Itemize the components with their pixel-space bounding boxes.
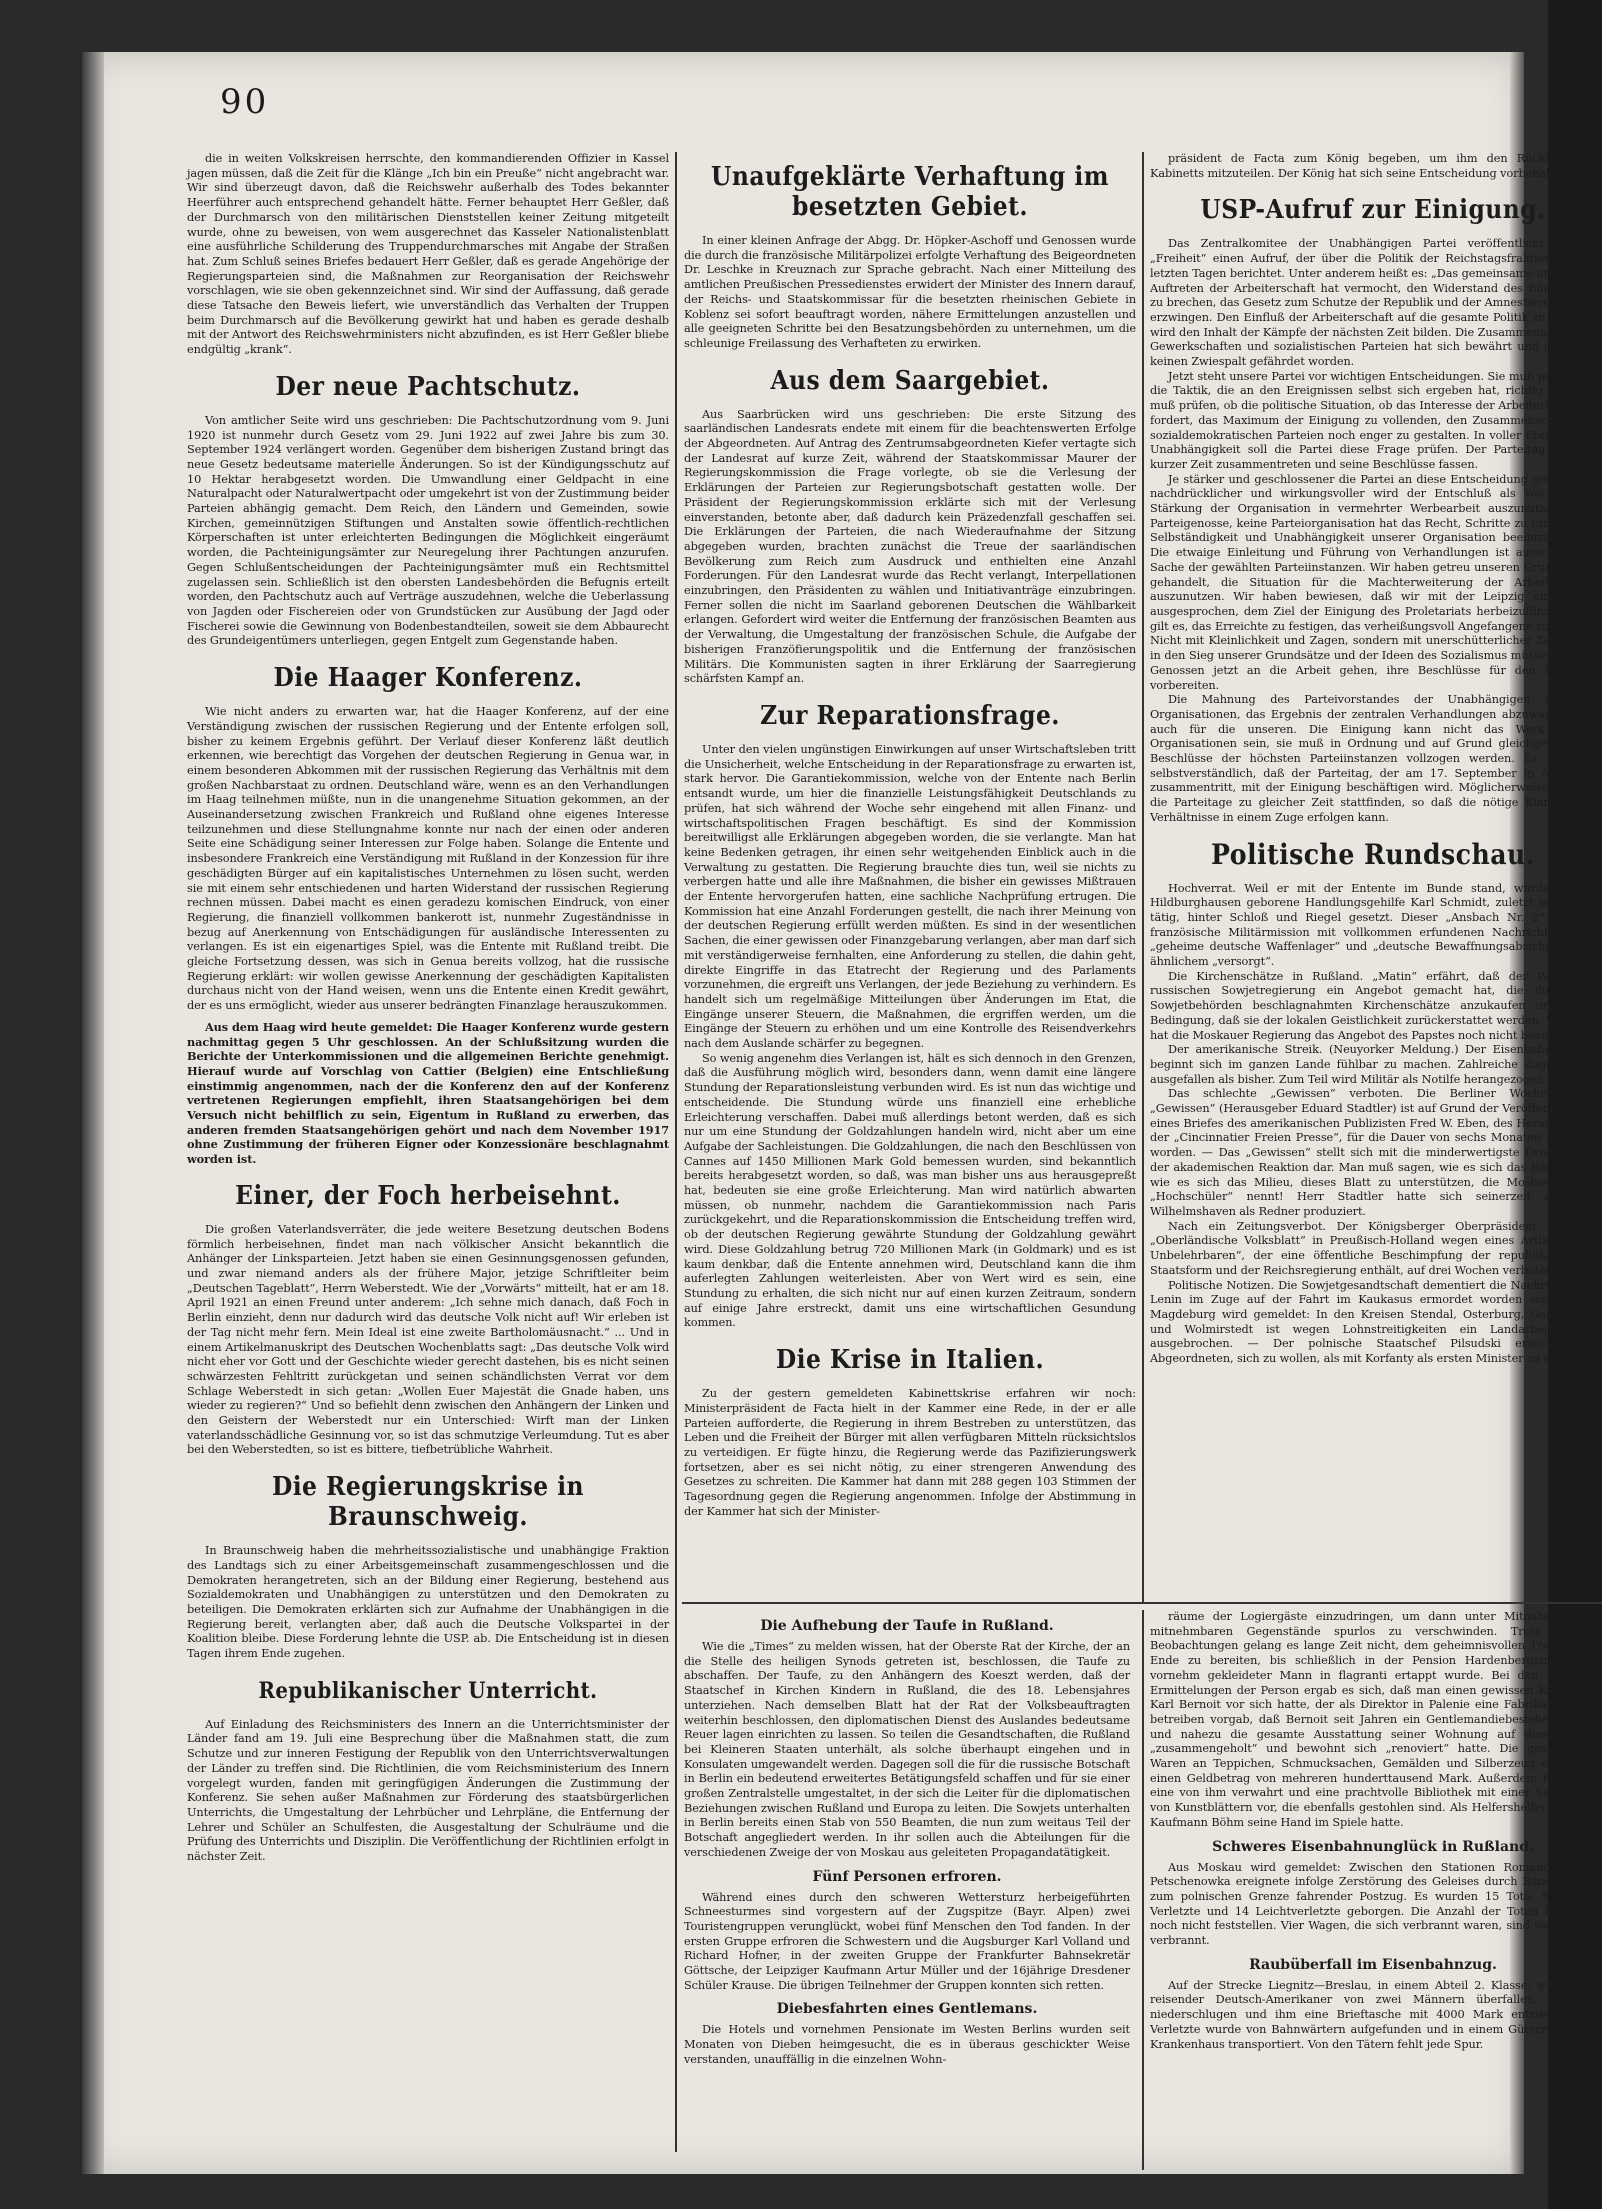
article-text: Wie nicht anders zu erwarten war, hat die Haager Konferenz, auf der eine Verständigung zwischen der russischen Regierung und der Entente erfolgen soll, bisher zu keinem Ergebnis geführt. Der Verlauf dieser Konferenz läßt deutlich erkennen, wie berechtigt das Vorgehen der deutschen Regierung in Genua war, in einem besonderen Abkommen mit der russischen Regierung das Verhältnis mit dem großen Nachbarstaat zu ordnen. Deutschland wäre, wenn es an den Verhandlungen im Haag teilnehmen müßte, nun in die unangenehme Situation gekommen, an der Auseinandersetzung zwischen Frankreich und Rußland ohne eigenes Interesse teilzunehmen und diese Stellungnahme konnte nur nach der einen oder anderen Seite eine Schädigung seiner Interessen zur Folge haben. Solange die Entente und insbesondere Frankreich eine Verständigung mit Rußland in der Konzession für ihre geschädigten Bürger auf ein kapitalistisches Unternehmen zu lösen sucht, werden sie mit einem sehr entschiedenen und harten Widerstand der russischen Regierung rechnen müssen. Dabei macht es einen geradezu komischen Eindruck, von einer Regierung, die finanziell vollkommen bankerott ist, nunmehr Zugeständnisse in bezug auf Anerkennung von Entschädigungen für ausländische Interessenten zu verlangen. Es ist ein eigenartiges Spiel, was die Entente mit Rußland treibt. Die gleiche Fortsetzung dessen, was sich in Genua bereits vollzog, hat die russische Regierung erklärt: wir wollen gewisse Anerkennung der geschädigten Kapitalisten durchaus nicht von der Hand weisen, wenn uns die Entente einen Kredit gewährt, der es uns ermöglicht, wieder aus unserer bedrängten Finanzlage herauszukommen.: [187, 705, 669, 1013]
headline: Die Krise in Italien.: [775, 1345, 1045, 1376]
subheadline: Raubüberfall im Eisenbahnzug.: [1249, 1956, 1497, 1973]
article-text: So wenig angenehm dies Verlangen ist, hält es sich dennoch in den Grenzen, daß die Ausführung möglich wird, besonders dann, wenn damit eine längere Stundung der Reparationsleistung verbunden wird. Es ist nun das wichtige und entscheidende. Die Stundung würde uns finanziell eine erhebliche Erleichterung verschaffen. Dabei muß allerdings betont werden, daß es sich nur um eine Stundung der Goldzahlungen handeln wird, nicht aber um eine Aufgabe der Sachleistungen. Die Goldzahlungen, die nach den Beschlüssen von Cannes auf 1450 Millionen Mark Gold bemessen wurden, sind bekanntlich bereits herabgesetzt worden, so daß, was man bisher uns aus herausgepreßt hat, bedeuten sie eine große Erleichterung. Man wird natürlich abwarten müssen, ob nunmehr, nachdem die Garantiekommission nach Paris zurückgekehrt, und die Reparationskommission die Entscheidung treffen wird, ob der deutschen Regierung gewährte Stundung der Goldzahlung gewährt wird. Diese Goldzahlung betrug 720 Millionen Mark (in Goldmark) und es ist kaum denkbar, daß die Entente annehmen wird, Deutschland kann die ihm auferlegten Zahlungen weiterleisten. Aber von Wert wird es sein, eine Stundung zu erhalten, die sich nicht nur auf einen kurzen Zeitraum, sondern auf einige Jahre erstreckt, damit uns eine wirtschaftlichen Gesundung kommen.: [684, 1051, 1136, 1330]
article-text: präsident de Facta zum König begeben, um ihm den Rücktritt des Kabinetts mitzuteilen. Der König hat sich seine Entscheidung vorbehalten.: [1150, 152, 1596, 180]
article-text: Zu der gestern gemeldeten Kabinettskrise erfahren wir noch: Ministerpräsident de Facta hielt in der Kammer eine Rede, in der er alle Parteien aufforderte, die Regierung in ihrem Bestreben zu unterstützen, das Leben und die Freiheit der Bürger mit allen verfügbaren Mitteln rücksichtslos zu verteidigen. Er fügte hinzu, die Regierung werde das Pazifizierungswerk fortsetzen, aber es sei nicht nötig, zu einer strengeren Anwendung des Gesetzes zu schreiten. Die Kammer hat dann mit 288 gegen 103 Stimmen der Tagesordnung gegen die Regierung angenommen. Infolge der Abstimmung in der Kammer hat sich der Minister-: [684, 1387, 1136, 1518]
subheadline: Fünf Personen erfroren.: [812, 1868, 1002, 1885]
article-text: Aus dem Haag wird heute gemeldet: Die Haager Konferenz wurde gestern nachmittag gegen 5 Uhr geschlossen. An der Schlußsitzung wurden die Berichte der Unterkommissionen und die allgemeinen Berichte genehmigt. Hierauf wurde auf Vorschlag von Cattier (Belgien) eine Entschließung einstimmig angenommen, nach der die Konferenz den auf der Konferenz vertretenen Regierungen empfiehlt, ihren Staatsangehörigen bei dem Versuch nicht behilflich zu sein, Eigentum in Rußland zu erwerben, das anderen fremden Staatsangehörigen gehört und nach dem November 1917 ohne Zustimmung der früheren Eigner oder Konzessionäre beschlagnahmt worden ist.: [187, 1019, 669, 1167]
article-text: Je stärker und geschlossener die Partei an diese Entscheidung geht, desto nachdrücklicher und wirkungsvoller wird der Entschluß als Wochen der Stärkung der Organisation in vermehrter Werbearbeit auszunutzen. Kein Parteigenosse, keine Parteiorganisation hat das Recht, Schritte zu tun, die die Selbständigkeit und Unabhängigkeit unserer Organisation beeinträchtigen. Die etwaige Einleitung und Führung von Verhandlungen ist ausschließlich Sache der gewählten Parteiinstanzen. Wir haben getreu unseren Grundsätzen gehandelt, die Situation für die Machterweiterung der Arbeiterklasse auszunutzen. Wir haben bewiesen, daß wir mit der Leipzig einstimmig ausgesprochen, dem Ziel der Einigung des Proletariats herbeizuführen. Nun gilt es, das Erreichte zu festigen, das verheißungsvoll Angefangene zu krönen. Nicht mit Kleinlichkeit und Zagen, sondern mit unerschütterlicher Zuversicht in den Sieg unserer Grundsätze und der Ideen des Sozialismus müssen unsere Genossen jetzt an die Arbeit gehen, ihre Beschlüsse für den Parteitag vorbereiten.: [1150, 472, 1596, 692]
subheadline: Diebesfahrten eines Gentlemans.: [776, 2001, 1038, 2018]
column-1: [187, 152, 669, 2134]
headline: Zur Reparationsfrage.: [760, 700, 1060, 731]
headline: Einer, der Foch herbeisehnt.: [235, 1180, 621, 1211]
article-text: Die großen Vaterlandsverräter, die jede weitere Besetzung deutschen Bodens förmlich herbeisehnen, findet man nach völkischer Ansicht bekanntlich die Anhänger der Linksparteien. Jetzt haben sie einen Gesinnungsgenossen gefunden, und zwar niemand anders als der frühere Major, jetzige Schriftleiter beim „Deutschen Tageblatt“, Herrn Weberstedt. Wie der „Vorwärts“ mitteilt, hat er am 18. April 1921 an einen Freund unter anderem: „Ich sehne mich danach, daß Foch in Berlin einzieht, denn nur dadurch wird das deutsche Volk nicht auf! Wir erleben ist der Tag nicht mehr fern. Mein Ideal ist eine zweite Bartholomäusnacht.“ ... Und in einem Artikelmanuskript des Deutschen Wochenblatts sagt: „Das deutsche Volk wird nicht eher vor Gott und der Geschichte wieder gerecht dastehen, bis es nicht seinen schwärzesten Fehltritt zurückgetan und seinen schändlichsten Verrat vor dem Schlage Weberstedt in sich getan: „Wollen Euer Majestät die Gnade haben, uns wieder zu regieren?“ Und so befiehlt denn zwischen den Anhängern der Linken und den Geistern der Weberstedt nur ein Unterschied: Wirft man der Linken vaterlandsschädliche Gesinnung vor, so ist das schmutzige Verleumdung. Tut es aber bei den Weberstedten, so ist es bittere, tiefbetrübliche Wahrheit.: [187, 1222, 669, 1457]
article-text: Die Kirchenschätze in Rußland. „Matin“ erfährt, daß der Papst der russischen Sowjetregierung ein Angebot gemacht hat, die durch die Sowjetbehörden beschlagnahmten Kirchenschätze anzukaufen unter der Bedingung, daß sie der lokalen Geistlichkeit zurückerstattet werden. Wie jetzt hat die Moskauer Regierung das Angebot des Papstes noch nicht beantwortet.: [1150, 969, 1596, 1042]
article-text: In Braunschweig haben die mehrheitssozialistische und unabhängige Fraktion des Landtags sich zu einer Arbeitsgemeinschaft zusammengeschlossen und die Demokraten herangetreten, sich an der Bildung einer Regierung, bestehend aus Sozialdemokraten und Unabhängigen zu unterstützen und den Demokraten zu beteiligen. Die Demokraten erklärten sich zur Aufnahme der Unabhängigen in die Regierung bereit, verlangten aber, daß auch die Deutsche Volkspartei in der Koalition bleibe. Diese Forderung lehnte die USP. ab. Die Entscheidung ist in diesen Tagen ihrem Ende zugehen.: [187, 1544, 669, 1661]
headline: USP-Aufruf zur Einigung.: [1200, 195, 1546, 226]
newspaper-page: [82, 52, 1596, 2174]
page-binding: [82, 52, 104, 2174]
article-text: Das Zentralkomitee der Unabhängigen Partei veröffentlicht in der „Freiheit“ einen Aufruf, der über die Politik der Reichstagsfraktion in den letzten Tagen berichtet. Unter anderem heißt es: „Das gemeinsame und einige Auftreten der Arbeiterschaft hat vermocht, den Widerstand des Bürgertums zu brechen, das Gesetz zum Schutze der Republik und der Amnestievorlage zu erzwingen. Den Einfluß der Arbeiterschaft auf die gesamte Politik zu stärken, wird den Inhalt der Kämpfe der nächsten Zeit bilden. Die Zusammenarbeit der Gewerkschaften und sozialistischen Parteien hat sich bewährt und ist durch keinen Zwiespalt gefährdet worden.: [1150, 237, 1596, 369]
subheadline: Die Aufhebung der Taufe in Rußland.: [760, 1618, 1054, 1634]
article-text: Der amerikanische Streik. (Neuyorker Meldung.) Der Eisenbahnerstreik beginnt sich im ganzen Lande fühlbar zu machen. Zahlreiche Züge fahren ausgefallen als bisher. Zum Teil wird Militär als Notilfe herangezogen.: [1150, 1043, 1596, 1086]
article-text: die in weiten Volkskreisen herrschte, den kommandierenden Offizier in Kassel jagen müssen, daß die Zeit für die Klänge „Ich bin ein Preuße“ nicht angebracht war. Wir sind überzeugt davon, daß die Reichswehr außerhalb des Todes bekannter Heerführer auch entsprechend gehandelt hätte. Ferner behauptet Herr Geßler, daß der Durchmarsch von den militärischen Dienststellen keiner Zeitung mitgeteilt wurde, ohne zu beweisen, von wem ausgerechnet das Kasseler Nationalistenblatt eine ausführliche Schilderung des Truppendurchmarsches mit Angabe der Straßen hat. Zum Schluß seines Briefes bedauert Herr Geßler, daß es gerade Angehörige der Regierungsparteien sind, die Maßnahmen zur Reorganisation der Reichswehr vorschlagen, wie sie oben gekennzeichnet sind. Wir sind der Auffassung, daß gerade diese Tatsache den Beweis liefert, wie unverständlich das Verhalten der Truppen beim Durchmarsch auf die Bevölkerung gewirkt hat und haben es gerade deshalb mit der Antwort des Reichswehrministers nicht abzufinden, es ist Herr Geßler bliebe endgültig „krank“.: [187, 152, 669, 357]
headline: Politische Rundschau.: [1210, 837, 1536, 871]
subheadline: Schweres Eisenbahnunglück in Rußland.: [1212, 1838, 1534, 1855]
article-text: Jetzt steht unsere Partei vor wichtigen Entscheidungen. Sie muß prüfen, ob die Taktik, die an den Ereignissen selbst sich ergeben hat, richtig war. Sie muß prüfen, ob die politische Situation, ob das Interesse der Arbeiterklasse es fordert, das Maximum der Einigung zu vollenden, den Zusammenschluß der sozialdemokratischen Parteien noch enger zu gestalten. In voller Freiheit und Unabhängigkeit soll die Partei diese Frage prüfen. Der Parteitag wird in kurzer Zeit zusammentreten und seine Beschlüsse fassen.: [1150, 369, 1596, 471]
article-text: Wie die „Times“ zu melden wissen, hat der Oberste Rat der Kirche, der an die Stelle des heiligen Synods getreten ist, beschlossen, die Taufe zu abschaffen. Der Taufe, zu den Anhängern des Koeszt werden, daß der Staatschef in Kirchen Kindern in Rußland, die des 18. Lebensjahres unterziehen. Nach demselben Blatt hat der Rat der Volksbeauftragten weiterhin beschlossen, den diplomatischen Dienst des Auslandes bedeutsame Reuer lagen einrichten zu lassen. So teilen die Gesandtschaften, die Rußland bei Kleineren Staaten unterhält, als solche überhaupt eingehen und in Konsulaten umgewandelt werden. Dagegen soll die für die russische Botschaft in Berlin ein bedeutend erweitertes Betätigungsfeld schaffen und für sie einer großen Zentralstelle umgestaltet, in der sich die Leiter für die diplomatischen Beziehungen zwischen Rußland und Europa zu leiten. Die Sowjets unterhalten in Berlin bereits einen Stab von 550 Beamten, die nun zum weitaus Teil der Botschaft angegliedert werden. In ihr sollen auch die Abteilungen für die verschiedenen Zweige der von Moskau aus geleiteten Propagandatätigkeit.: [684, 1640, 1130, 1859]
article-text: Das schlechte „Gewissen“ verboten. Die Berliner Wochenzeitung „Gewissen“ (Herausgeber Eduard Stadtler) ist auf Grund der Veröffentlichung eines Briefes des amerikanischen Publizisten Fred W. Eben, des Herausgebers der „Cincinnatier Freien Presse“, für die Dauer von sechs Monaten verboten worden. — Das „Gewissen“ stellt sich mit die minderwertigste Druckschrift der akademischen Reaktion dar. Man muß sagen, wie es sich das Bürgertum, wie es sich das Milieu, dieses Blatt zu unterstützen, die Mosbacher der „Hochschüler“ nennt! Herr Stadtler hatte sich seinerzeit auch in Wilhelmshaven als Redner produziert.: [1150, 1087, 1596, 1218]
article-text: In einer kleinen Anfrage der Abgg. Dr. Höpker-Aschoff und Genossen wurde die durch die französische Militärpolizei erfolgte Verhaftung des Beigeordneten Dr. Leschke in Kreuznach zur Sprache gebracht. Nach einer Mitteilung des amtlichen Preußischen Pressedienstes erwidert der Minister des Innern darauf, der Reichs- und Staatskommissar für die besetzten rheinischen Gebiete in Koblenz sei sofort beauftragt worden, nähere Ermittelungen anzustellen und alle geeigneten Schritte bei den Besatzungsbehörden zu unternehmen, um die schleunige Freilassung des Verhafteten zu erwirken.: [684, 234, 1136, 350]
article-text: Auf Einladung des Reichsministers des Innern an die Unterrichtsminister der Länder fand am 19. Juli eine Besprechung über die Maßnahmen statt, die zum Schutze und zur inneren Festigung der Republik von den Unterrichtsverwaltungen der Länder zu treffen sind. Die Richtlinien, die vom Reichsministerium des Innern vorgelegt wurden, fanden mit geringfügigen Änderungen die Zustimmung der Konferenz. Sie sehen außer Maßnahmen zur Förderung des staatsbürgerlichen Unterrichts, die Umgestaltung der Lehrbücher und Lehrpläne, die Entfernung der Lehrer und Schüler an Schulfesten, die Ausgestaltung der Schulräume und die Prüfung des Unterrichts und Disziplin. Die Veröffentlichung der Richtlinien erfolgt in nächster Zeit.: [187, 1717, 669, 1864]
article-text: Von amtlicher Seite wird uns geschrieben: Die Pachtschutzordnung vom 9. Juni 1920 ist nunmehr durch Gesetz vom 29. Juni 1922 auf zwei Jahre bis zum 30. September 1924 verlängert worden. Gegenüber dem bisherigen Zustand bringt das neue Gesetz bedeutsame materielle Änderungen. So ist der Kündigungsschutz auf 10 Hektar herabgesetzt worden. Die Umwandlung einer Geldpacht in eine Naturalpacht oder Naturalwertpacht oder umgekehrt ist von der Zustimmung beider Parteien abhängig gemacht. Dem Reich, den Ländern und Gemeinden, sowie Kirchen, gemeinnützigen Stiftungen und Anstalten sowie öffentlich-rechtlichen Körperschaften ist unter erleichterten Bedingungen die Möglichkeit eingeräumt worden, die Pachteinigungsämter zur Neuregelung ihrer Pachtungen anzurufen. Gegen Schlußentscheidungen der Pachteinigungsämter muß ein Rechtsmittel zugelassen sein. Schließlich ist den obersten Landesbehörden die Befugnis erteilt worden, den Pachtschutz auch auf Verträge auszudehnen, welche die Ueberlassung von Jagden oder Fischereien oder von Grundstücken zur Ausübung der Jagd oder Fischerei sowie die Gewinnung von Bodenbestandteilen, soweit sie dem Abbaurecht des Grundeigentümers unterliegen, gegen Entgelt zum Gegenstande haben.: [187, 413, 669, 648]
column-rule-2: [1142, 152, 1144, 1602]
page-number: 90: [220, 82, 270, 122]
article-text: Politische Notizen. Die Sowjetgesandtschaft dementiert die Nachricht, daß Lenin im Zuge auf der Fahrt im Kaukasus ermordet worden sei. — Aus Magdeburg wird gemeldet: In den Kreisen Stendal, Osterburg, Gardelegen und Wolmirstedt ist wegen Lohnstreitigkeiten ein Landarbeiterstreik ausgebrochen. — Der polnische Staatschef Pilsudski ersuchte die Abgeordneten, sich zu wollen, als mit Korfanty als ersten Minister zu arbeiten.: [1150, 1278, 1596, 1366]
article-text: Hochverrat. Weil er mit der Entente im Bunde stand, wurde der in Hildburghausen geborene Handlungsgehilfe Karl Schmidt, zuletzt in Leipzig tätig, hinter Schloß und Riegel gesetzt. Dieser „Ansbach Nr. 2“ hat die französische Militärmission mit vollkommen erfundenen Nachrichten über „geheime deutsche Waffenlager“ und „deutsche Bewaffnungsabsichten“ und ähnlichem „versorgt“.: [1150, 881, 1596, 969]
headline: Unaufgeklärte Verhaftung im besetzten Gebiet.: [711, 162, 1109, 222]
article-text: Während eines durch den schweren Wettersturz herbeigeführten Schneesturmes sind vorgestern auf der Zugspitze (Bayr. Alpen) zwei Touristengruppen verunglückt, wobei fünf Menschen den Tod fanden. In der ersten Gruppe erfroren die Schwestern und die Augsburger Karl Volland und Richard Hofner, in der zweiten Gruppe der Frankfurter Bahnsekretär Göttsche, der Leipziger Kaufmann Artur Müller und der 16jährige Dresdener Schüler Krause. Die übrigen Teilnehmer der Gruppen konnten sich retten.: [684, 1890, 1130, 1992]
lower-section-rule: [682, 1602, 1602, 1604]
article-text: Die Mahnung des Parteivorstandes der Unabhängigen an ihre Organisationen, das Ergebnis der zentralen Verhandlungen abzuwarten, gilt auch für die unseren. Die Einigung kann nicht das Werk lokaler Organisationen sein, sie muß in Ordnung und auf Grund gleichgerichteter Beschlüsse der höchsten Parteiinstanzen vollzogen werden. Es ist ganz selbstverständlich, daß der Parteitag, der am 17. September in Augsburg zusammentritt, mit der Einigung beschäftigen wird. Möglicherweise werden die Parteitage zu gleicher Zeit stattfinden, so daß die nötige Klärung der Verhältnisse in einem Zuge erfolgen kann.: [1150, 693, 1596, 824]
article-text: Aus Saarbrücken wird uns geschrieben: Die erste Sitzung des saarländischen Landesrats endete mit einem für die beachtenswerten Erfolge der Abgeordneten. Auf Antrag des Zentrumsabgeordneten Kiefer vertagte sich der Landesrat auf kurze Zeit, während der Staatskommissar Maurer der Regierungskommission die Frage vorlegte, ob sie die Verlesung der Erklärungen der Parteien zur Regierungsbotschaft gestatten wolle. Der Präsident der Regierungskommission erklärte sich mit der Verlesung einverstanden, betonte aber, daß dadurch kein Präzedenzfall geschaffen sei. Die Erklärungen der Parteien, die nach Wiederaufnahme der Sitzung abgegeben wurden, brachten zunächst die Treue der saarländischen Bevölkerung zum Reich zum Ausdruck und enthielten eine Anzahl Forderungen. Für den Landesrat wurde das Recht verlangt, Interpellationen einzubringen, den Präsidenten zu wählen und Initiativanträge einzubringen. Ferner sollen die nicht im Saarland geborenen Deutschen die Wählbarkeit erlangen. Gefordert wird weiter die Entfernung der französischen Beamten aus der Verwaltung, die Umgestaltung der französischen Schule, die Aufgabe der bisherigen Franzöfierungspolitik und die Entfernung der französischen Militärs. Die Kommunisten sagten in ihrer Erklärung der Saarregierung schärfsten Kampf an.: [684, 407, 1136, 686]
lower-column-1: [684, 1610, 1130, 2068]
article-text: Auf der Strecke Liegnitz—Breslau, in einem Abteil 2. Klasse, wurde ein reisender Deutsch-Amerikaner von zwei Männern überfallen, die ihn niederschlugen und ihm eine Brieftasche mit 4000 Mark entrissen. Der Verletzte wurde von Bahnwärtern aufgefunden und in einem Güterzuge zum Krankenhaus transportiert. Von den Tätern fehlt jede Spur.: [1150, 1978, 1596, 2051]
column-3: [1150, 152, 1596, 1594]
headline: Republikanischer Unterricht.: [258, 1677, 598, 1704]
article-text: Aus Moskau wird gemeldet: Zwischen den Stationen Romanowo und Petschenowka ereignete infolge Zerstörung des Geleises durch Banditen ein zum polnischen Grenze fahrender Postzug. Es wurden 15 Tote, 5 schwer Verletzte und 14 Leichtverletzte geborgen. Die Anzahl der Toten läßt sich noch nicht feststellen. Vier Wagen, die sich verbrannt waren, sind vollständig verbrannt.: [1150, 1860, 1596, 1948]
headline: Die Haager Konferenz.: [273, 663, 583, 694]
headline: Aus dem Saargebiet.: [770, 365, 1050, 396]
headline: Der neue Pachtschutz.: [275, 371, 581, 402]
article-text: räume der Logiergäste einzudringen, um dann unter Mitnahme alles mitnehmbaren Gegenstände spurlos zu verschwinden. Trotz eifriger Beobachtungen gelang es lange Zeit nicht, dem geheimnisvollen Treiben ein Ende zu bereiten, bis schließlich in der Pension Hardenbergstraße ein vornehm gekleideter Mann in flagranti ertappt wurde. Bei den weiteren Ermittelungen der Person ergab es sich, daß man einen gewissen Kaufmann Karl Bernoit vor sich hatte, der als Direktor in Palenie eine Fabrikanlage zu betreiben vorgab, daß Bernoit seit Jahren ein Gentlemandiebesleben führte und nahezu die gesamte Ausstattung seiner Wohnung auf diese Weise „zusammengeholt“ und bewohnt sich „renoviert“ hatte. Die gestohlenen Waren an Teppichen, Schmucksachen, Gemälden und Silberzeug erreichen einen Geldbetrag von mehreren hunderttausend Mark. Außerdem fand sich eine von ihm verwahrt und eine prachtvolle Bibliothek mit einer Sammlung von Kunstblättern vor, die ebenfalls gestohlen sind. Als Helfershelfer war der Kaufmann Böhm seine Hand im Spiele hatte.: [1150, 1610, 1596, 1829]
column-2: [684, 152, 1136, 1594]
article-text: Nach ein Zeitungsverbot. Der Königsberger Oberpräsident hat das „Oberländische Volksblatt“ in Preußisch-Holland wegen eines Artikels „Die Unbelehrbaren“, der eine öffentliche Beschimpfung der republikanischen Staatsform und der Reichsregierung enthält, auf drei Wochen verboten.: [1150, 1219, 1596, 1277]
article-text: Unter den vielen ungünstigen Einwirkungen auf unser Wirtschaftsleben tritt die Unsicherheit, welche Entscheidung in der Reparationsfrage zu erwarten ist, stark hervor. Die Garantiekommission, welche von der Entente nach Berlin entsandt wurde, um hier die finanzielle Leistungsfähigkeit Deutschlands zu prüfen, hat sich während der Woche sehr eingehend mit allen Finanz- und wirtschaftspolitischen Fragen beschäftigt. Es sind der Kommission bereitwilligst alle Erklärungen abgegeben worden, die sie verlangte. Man hat keine Bedenken getragen, ihr einen sehr weitgehenden Einblick auch in die Verwaltung zu gestatten. Die Regierung brauchte dies tun, weil sie nichts zu verbergen hatte und alle ihre Maßnahmen, die bisher ein gewisses Mißtrauen der Entente hervorgerufen hatten, eine sachliche Nachprüfung ertrugen. Die Kommission hat eine Anzahl Forderungen gestellt, die nach ihrer Meinung von der deutschen Regierung erfüllt werden müßten. Es sind in der wesentlichen Sachen, die einer gewissen oder Finanzgebarung verlangen, aber man darf sich mit verständigerweise fernhalten, eine Anforderung zu stellen, die dahin geht, direkte Eingriffe in das Etatrecht der Regierung und des Parlaments vorzunehmen, die ergreift uns Verlangen, der jede Beziehung zu verhindern. Es handelt sich um regelmäßige Mitteilungen über Änderungen im Etat, die Eingänge unserer Steuern, die Maßnahmen, die ergriffen werden, um die Eingänge der Steuern zu erhöhen und um eine Kontrolle des Reisendverkehrs nach dem Auslande schärfer zu begegnen.: [684, 742, 1136, 1051]
headline: Die Regierungskrise in Braunschweig.: [271, 1472, 585, 1533]
lower-column-2: [1150, 1610, 1596, 2052]
article-text: Die Hotels und vornehmen Pensionate im Westen Berlins wurden seit Monaten von Dieben heimgesucht, die es in überaus geschickter Weise verstanden, unauffällig in die einzelnen Wohn-: [684, 2023, 1130, 2066]
lower-section: [684, 1610, 1596, 2180]
column-rule-1: [675, 152, 677, 2152]
